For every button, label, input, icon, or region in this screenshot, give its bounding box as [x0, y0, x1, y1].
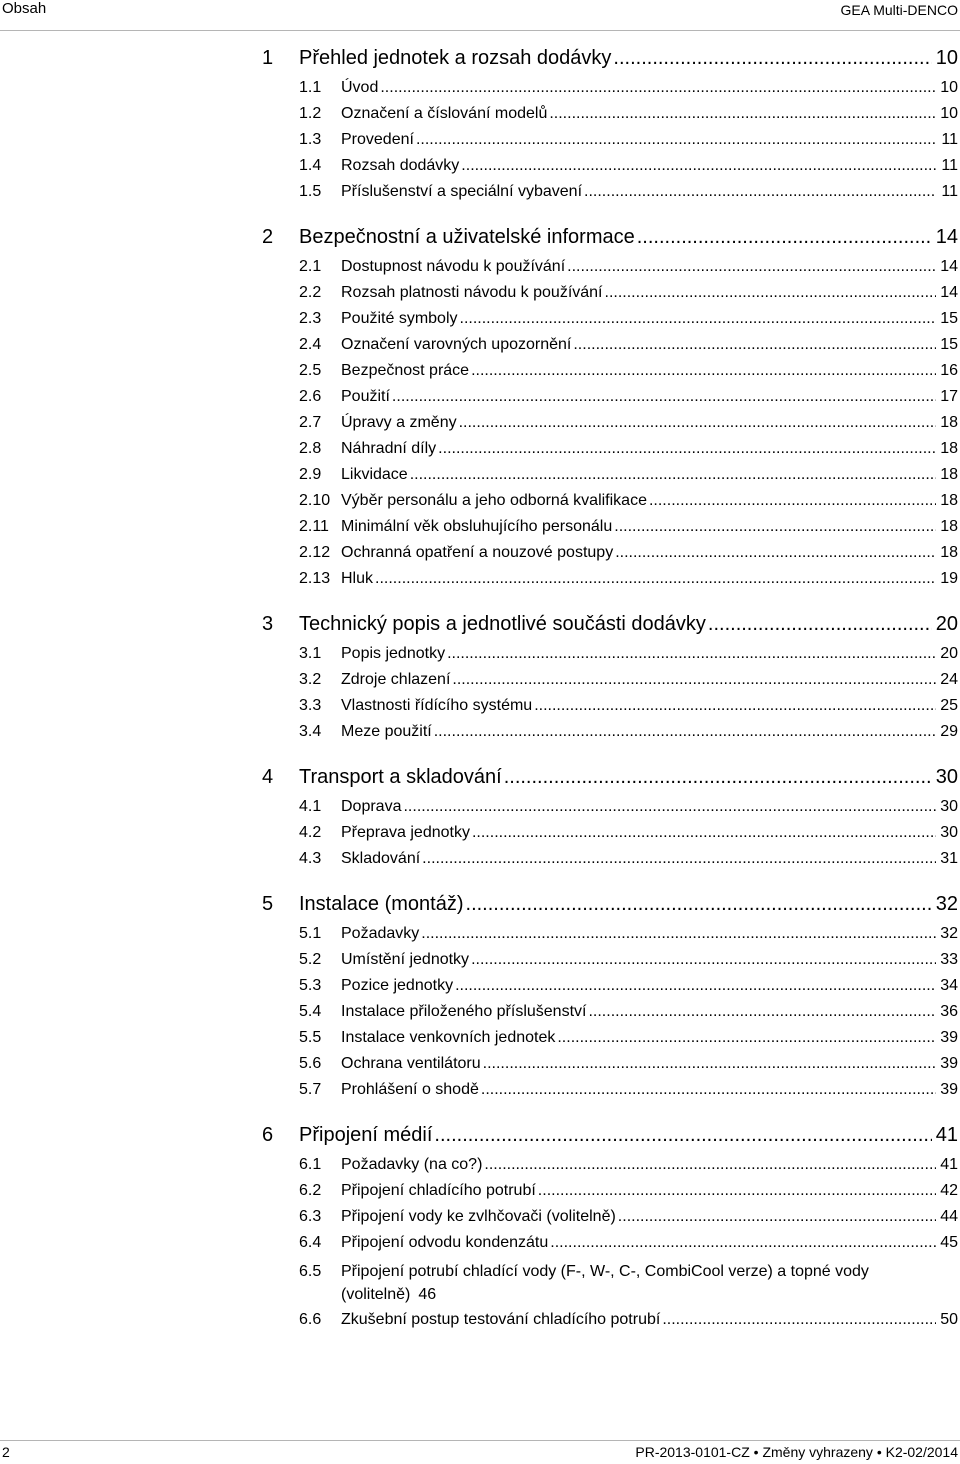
toc-section-entry[interactable]: [299, 645, 958, 671]
dot-leader: [481, 1055, 936, 1073]
section-title: Zkušební postup testování chladícího potrubí: [341, 1311, 661, 1328]
section-title: Úvod: [341, 79, 379, 96]
section-title: Úpravy a změny: [341, 414, 457, 431]
section-page: 29: [940, 723, 958, 740]
section-title: Příslušenství a speciální vybavení: [341, 183, 583, 200]
section-title: Přeprava jednotky: [341, 824, 470, 841]
section-page: 31: [940, 850, 958, 867]
toc-section-entry[interactable]: [299, 157, 958, 183]
section-number: 2.12: [299, 544, 331, 561]
chapter-number: 2: [262, 226, 274, 248]
section-number: 6.3: [299, 1208, 322, 1225]
section-page: 33: [940, 951, 958, 968]
toc-section-entry[interactable]: [299, 414, 958, 440]
section-page: 20: [940, 645, 958, 662]
section-number: 2.1: [299, 258, 322, 275]
toc-section-entry[interactable]: [299, 798, 958, 824]
section-number: 2.10: [299, 492, 331, 509]
section-title: Rozsah dodávky: [341, 157, 460, 174]
dot-leader: [419, 925, 936, 943]
toc-section-entry[interactable]: [299, 518, 958, 544]
section-title: Instalace venkovních jednotek: [341, 1029, 556, 1046]
section-number: 6.4: [299, 1234, 322, 1251]
section-page: 14: [940, 258, 958, 275]
chapter-page: 32: [935, 893, 958, 915]
dot-leader: [479, 1081, 936, 1099]
chapter-page: 41: [935, 1124, 958, 1146]
section-page: 11: [941, 183, 958, 200]
toc-chapter-entry[interactable]: [262, 47, 958, 75]
toc-section-entry[interactable]: [299, 466, 958, 492]
document-reference: PR-2013-0101-CZ • Změny vyhrazeny • K2-02/2014: [635, 1444, 958, 1460]
section-number: 6.1: [299, 1156, 322, 1173]
page-header: [0, 0, 960, 31]
dot-leader: [390, 388, 936, 406]
toc-section-entry[interactable]: [299, 284, 958, 310]
section-title: Vlastnosti řídícího systému: [341, 697, 533, 714]
dot-leader: [706, 613, 932, 636]
toc-section-entry[interactable]: [299, 697, 958, 723]
section-title: Připojení vody ke zvlhčovači (volitelně): [341, 1208, 616, 1225]
section-page: 32: [940, 925, 958, 942]
section-page: 18: [940, 440, 958, 457]
toc-section-entry[interactable]: [299, 1182, 958, 1208]
dot-leader: [555, 1029, 936, 1047]
chapter-page: 20: [935, 613, 958, 635]
dot-leader: [647, 492, 936, 510]
toc-section-entry[interactable]: [299, 440, 958, 466]
section-number: 2.8: [299, 440, 322, 457]
dot-leader: [571, 336, 936, 354]
dot-leader: [611, 47, 932, 70]
chapter-number: 5: [262, 893, 274, 915]
toc-chapter-entry[interactable]: [262, 1124, 958, 1152]
dot-leader: [603, 284, 937, 302]
section-title: Doprava: [341, 798, 402, 815]
toc-section-entry[interactable]: [299, 105, 958, 131]
section-page: 39: [940, 1055, 958, 1072]
toc-section-entry[interactable]: [299, 362, 958, 388]
section-title: Hluk: [341, 570, 374, 587]
section-page: 11: [941, 157, 958, 174]
section-title: Umístění jednotky: [341, 951, 470, 968]
dot-leader: [373, 570, 936, 588]
chapter-title: Bezpečnostní a uživatelské informace: [299, 226, 635, 248]
toc-section-entry[interactable]: [299, 310, 958, 336]
dot-leader: [459, 157, 936, 175]
section-number: 5.3: [299, 977, 322, 994]
section-page: 25: [940, 697, 958, 714]
section-page: 16: [940, 362, 958, 379]
dot-leader: [469, 362, 936, 380]
chapter-number: 1: [262, 47, 274, 69]
section-number: 5.2: [299, 951, 322, 968]
toc-section-entry[interactable]: [299, 79, 958, 105]
toc-section-entry[interactable]: [299, 850, 958, 876]
toc-section-entry[interactable]: [299, 1029, 958, 1055]
section-page: 18: [940, 492, 958, 509]
chapter-title: Přehled jednotek a rozsah dodávky: [299, 47, 612, 69]
dot-leader: [445, 645, 936, 663]
dot-leader: [532, 697, 936, 715]
section-title: Označení a číslování modelů: [341, 105, 548, 122]
dot-leader: [464, 893, 932, 916]
section-title: Připojení potrubí chladící vody (F-, W-, C-, CombiCool verze) a topné vody (volitelně): [341, 1263, 869, 1303]
toc-section-entry[interactable]: [299, 824, 958, 850]
toc-section-entry[interactable]: [299, 258, 958, 284]
section-number: 5.6: [299, 1055, 322, 1072]
section-page: 39: [940, 1029, 958, 1046]
dot-leader: [432, 723, 936, 741]
section-number: 4.2: [299, 824, 322, 841]
section-title: Připojení odvodu kondenzátu: [341, 1234, 549, 1251]
section-title: Požadavky: [341, 925, 420, 942]
section-number: 2.13: [299, 570, 331, 587]
header-brand: GEA Multi-DENCO: [840, 2, 958, 18]
section-title: Použité symboly: [341, 310, 458, 327]
section-page: 14: [940, 284, 958, 301]
section-number: 1.5: [299, 183, 322, 200]
chapter-page: 14: [935, 226, 958, 248]
section-number: 5.4: [299, 1003, 322, 1020]
dot-leader: [453, 977, 936, 995]
section-title: Zdroje chlazení: [341, 671, 451, 688]
section-page: 24: [940, 671, 958, 688]
section-page: 18: [940, 544, 958, 561]
section-page: 41: [940, 1156, 958, 1173]
section-page: 11: [941, 131, 958, 148]
dot-leader: [458, 310, 937, 328]
toc-section-entry[interactable]: [299, 1208, 958, 1234]
section-page: 10: [940, 79, 958, 96]
dot-leader: [469, 951, 936, 969]
chapter-number: 4: [262, 766, 274, 788]
toc-section-entry[interactable]: [299, 671, 958, 697]
toc-section-entry[interactable]: [299, 925, 958, 951]
section-number: 5.1: [299, 925, 322, 942]
section-page: 30: [940, 798, 958, 815]
section-number: 2.2: [299, 284, 322, 301]
section-number: 3.4: [299, 723, 322, 740]
section-title: Minimální věk obsluhujícího personálu: [341, 518, 613, 535]
section-page: 30: [940, 824, 958, 841]
section-title: Rozsah platnosti návodu k používání: [341, 284, 603, 301]
section-page: 10: [940, 105, 958, 122]
dot-leader: [401, 798, 936, 816]
toc-chapter-entry[interactable]: [262, 766, 958, 794]
section-number: 5.7: [299, 1081, 322, 1098]
dot-leader: [565, 258, 936, 276]
section-page: 15: [940, 310, 958, 327]
section-title: Ochrana ventilátoru: [341, 1055, 481, 1072]
section-title: Požadavky (na co?): [341, 1156, 483, 1173]
dot-leader: [408, 466, 936, 484]
section-page: 44: [940, 1208, 958, 1225]
dot-leader: [420, 850, 936, 868]
section-title: Likvidace: [341, 466, 408, 483]
chapter-page: 10: [935, 47, 958, 69]
dot-leader: [635, 226, 932, 249]
chapter-title: Technický popis a jednotlivé součásti dodávky: [299, 613, 706, 635]
dot-leader: [436, 440, 936, 458]
section-page: 18: [940, 414, 958, 431]
section-number: 6.2: [299, 1182, 322, 1199]
section-title: Popis jednotky: [341, 645, 446, 662]
dot-leader: [482, 1156, 936, 1174]
section-number: 3.1: [299, 645, 322, 662]
dot-leader: [450, 671, 936, 689]
chapter-title: Transport a skladování: [299, 766, 502, 788]
section-page: 46: [418, 1286, 437, 1303]
dot-leader: [547, 105, 936, 123]
toc-section-entry[interactable]: [299, 1311, 958, 1337]
toc-section-entry[interactable]: [299, 131, 958, 157]
section-number: 1.3: [299, 131, 322, 148]
section-number: 3.2: [299, 671, 322, 688]
chapter-number: 3: [262, 613, 274, 635]
dot-leader: [660, 1311, 936, 1329]
chapter-page: 30: [935, 766, 958, 788]
toc-section-entry[interactable]: [299, 570, 958, 596]
toc-chapter-entry[interactable]: [262, 893, 958, 921]
toc-chapter-entry[interactable]: [262, 613, 958, 641]
section-number: 4.1: [299, 798, 322, 815]
section-number: 2.7: [299, 414, 322, 431]
section-title: Výběr personálu a jeho odborná kvalifikace: [341, 492, 647, 509]
toc-section-entry[interactable]: [299, 1234, 958, 1260]
toc-section-entry[interactable]: [299, 1260, 958, 1306]
dot-leader: [548, 1234, 936, 1252]
section-number: 2.5: [299, 362, 322, 379]
section-title: Označení varovných upozornění: [341, 336, 572, 353]
section-number: 2.9: [299, 466, 322, 483]
section-number: 1.2: [299, 105, 322, 122]
dot-leader: [613, 544, 936, 562]
section-title: Meze použití: [341, 723, 432, 740]
section-number: 5.5: [299, 1029, 322, 1046]
toc-section-entry[interactable]: [299, 336, 958, 362]
section-number: 6.5: [299, 1263, 322, 1280]
section-title: Náhradní díly: [341, 440, 437, 457]
chapter-title: Připojení médií: [299, 1124, 433, 1146]
toc-section-entry[interactable]: [299, 723, 958, 749]
section-title: Provedení: [341, 131, 414, 148]
section-page: 42: [940, 1182, 958, 1199]
toc-section-entry[interactable]: [299, 492, 958, 518]
header-section-title: Obsah: [2, 0, 47, 17]
section-page: 36: [940, 1003, 958, 1020]
dot-leader: [582, 183, 936, 201]
section-number: 2.4: [299, 336, 322, 353]
dot-leader: [432, 1124, 932, 1147]
toc-section-entry[interactable]: [299, 1003, 958, 1029]
dot-leader: [414, 131, 936, 149]
chapter-number: 6: [262, 1124, 274, 1146]
dot-leader: [457, 414, 936, 432]
section-number: 1.4: [299, 157, 322, 174]
section-page: 39: [940, 1081, 958, 1098]
page-footer: [0, 1440, 960, 1464]
dot-leader: [612, 518, 936, 536]
section-title: Použití: [341, 388, 390, 405]
section-page: 19: [940, 570, 958, 587]
page-number: 2: [2, 1444, 10, 1460]
section-page: 17: [940, 388, 958, 405]
section-page: 50: [940, 1311, 958, 1328]
chapter-title: Instalace (montáž): [299, 893, 464, 915]
section-title: Instalace přiloženého příslušenství: [341, 1003, 587, 1020]
dot-leader: [616, 1208, 936, 1226]
section-title: Připojení chladícího potrubí: [341, 1182, 536, 1199]
toc-section-entry[interactable]: [299, 951, 958, 977]
toc-section-entry[interactable]: [299, 388, 958, 414]
section-number: 2.3: [299, 310, 322, 327]
section-page: 18: [940, 466, 958, 483]
dot-leader: [378, 79, 936, 97]
section-page: 18: [940, 518, 958, 535]
section-number: 2.6: [299, 388, 322, 405]
toc-section-entry[interactable]: [299, 1156, 958, 1182]
dot-leader: [586, 1003, 936, 1021]
table-of-contents: [262, 47, 958, 1337]
section-page: 34: [940, 977, 958, 994]
section-page: 15: [940, 336, 958, 353]
section-number: 4.3: [299, 850, 322, 867]
dot-leader: [470, 824, 936, 842]
section-number: 2.11: [299, 518, 329, 535]
section-page: 45: [940, 1234, 958, 1251]
dot-leader: [536, 1182, 936, 1200]
section-number: 6.6: [299, 1311, 322, 1328]
section-number: 3.3: [299, 697, 322, 714]
toc-section-entry[interactable]: [299, 977, 958, 1003]
section-title: Pozice jednotky: [341, 977, 454, 994]
toc-section-entry[interactable]: [299, 544, 958, 570]
section-title: Skladování: [341, 850, 421, 867]
toc-chapter-entry[interactable]: [262, 226, 958, 254]
toc-section-entry[interactable]: [299, 183, 958, 209]
section-title: Prohlášení o shodě: [341, 1081, 479, 1098]
section-number: 1.1: [299, 79, 322, 96]
section-body: [341, 1260, 958, 1306]
section-title: Dostupnost návodu k používání: [341, 258, 566, 275]
dot-leader: [502, 766, 932, 789]
section-title: Bezpečnost práce: [341, 362, 470, 379]
toc-section-entry[interactable]: [299, 1055, 958, 1081]
toc-section-entry[interactable]: [299, 1081, 958, 1107]
section-title: Ochranná opatření a nouzové postupy: [341, 544, 614, 561]
